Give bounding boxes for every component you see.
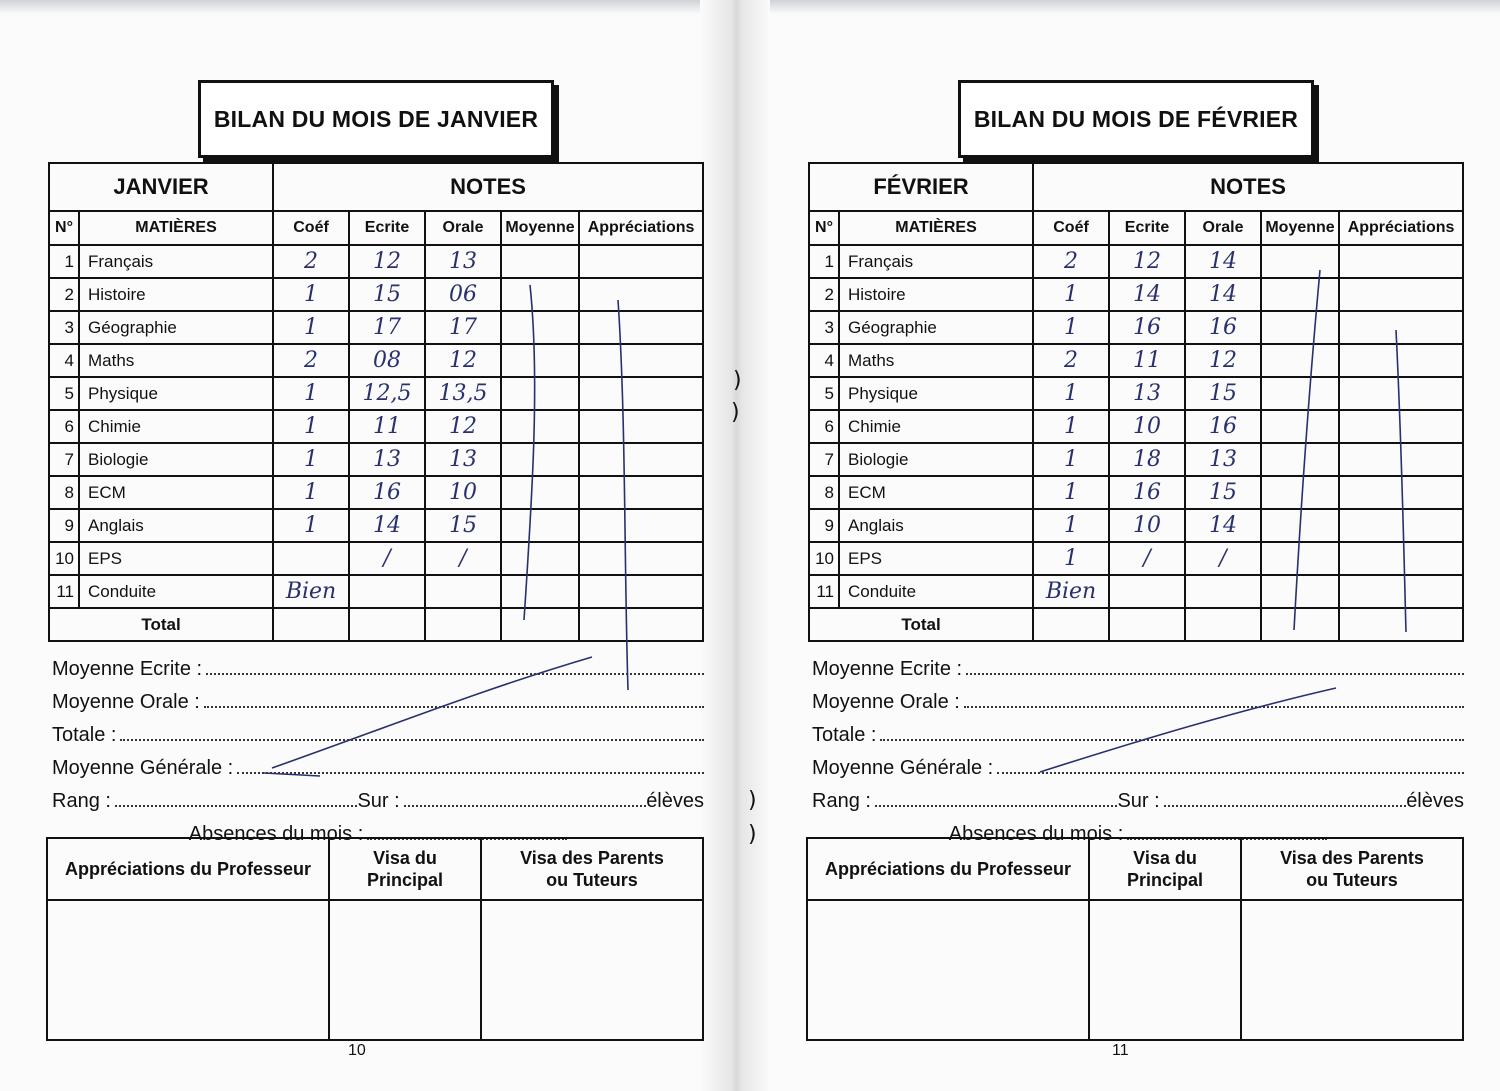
parents-header-line2: ou Tuteurs [546, 870, 638, 890]
orale-value[interactable]: 16 [1185, 410, 1261, 443]
principal-header [329, 838, 481, 900]
totale-field[interactable] [120, 739, 704, 741]
parents-header-line1: Visa des Parents [520, 848, 664, 868]
notes-header: NOTES [273, 163, 703, 211]
coef-value[interactable]: 1 [1033, 377, 1109, 410]
moyenne-cell[interactable] [501, 410, 579, 443]
sur-field[interactable] [1164, 805, 1407, 807]
ecrite-value[interactable]: 13 [349, 443, 425, 476]
moyenne-cell[interactable] [501, 443, 579, 476]
subject-name: Géographie [839, 311, 1033, 344]
ecrite-value[interactable]: 08 [349, 344, 425, 377]
appreciation-cell[interactable] [579, 476, 703, 509]
parents-header-line1: Visa des Parents [1280, 848, 1424, 868]
subject-name: Chimie [79, 410, 273, 443]
page-number: 10 [348, 1042, 366, 1059]
subject-name: Français [839, 245, 1033, 278]
appreciation-cell[interactable] [1339, 443, 1463, 476]
moyenne-cell[interactable] [1261, 278, 1339, 311]
ecrite-value[interactable]: 18 [1109, 443, 1185, 476]
parents-header-line2: ou Tuteurs [1306, 870, 1398, 890]
total-row [809, 608, 1463, 641]
grades-table [808, 162, 1464, 642]
coef-value[interactable]: Bien [1033, 575, 1109, 608]
moyenne-cell[interactable] [501, 311, 579, 344]
subject-name: Français [79, 245, 273, 278]
subject-name: Histoire [79, 278, 273, 311]
ecrite-value[interactable]: 10 [1109, 410, 1185, 443]
coef-value[interactable]: 1 [273, 509, 349, 542]
appreciation-cell[interactable] [579, 245, 703, 278]
moyenne-cell[interactable] [1261, 575, 1339, 608]
coef-value[interactable]: Bien [273, 575, 349, 608]
col-num: N° [49, 211, 79, 245]
ecrite-value[interactable]: 16 [349, 476, 425, 509]
orale-value[interactable]: 13,5 [425, 377, 501, 410]
orale-value[interactable]: 14 [1185, 278, 1261, 311]
professeur-box[interactable] [807, 900, 1089, 1040]
appreciation-cell[interactable] [1339, 377, 1463, 410]
orale-value[interactable]: 06 [425, 278, 501, 311]
appreciation-cell[interactable] [579, 542, 703, 575]
coef-value[interactable]: 1 [273, 278, 349, 311]
visa-table [806, 837, 1464, 1041]
grade-row [809, 410, 1463, 443]
orale-value[interactable]: 10 [425, 476, 501, 509]
moyenne-cell[interactable] [1261, 377, 1339, 410]
subject-name: EPS [839, 542, 1033, 575]
appreciation-cell[interactable] [579, 410, 703, 443]
col-coef: Coéf [1033, 211, 1109, 245]
rang-label: Rang : [812, 790, 871, 812]
moyenne-cell[interactable] [1261, 311, 1339, 344]
moyenne-cell[interactable] [1261, 410, 1339, 443]
moyenne-orale-field[interactable] [964, 706, 1464, 708]
professeur-box[interactable] [47, 900, 329, 1040]
coef-value[interactable]: 1 [1033, 476, 1109, 509]
principal-header-line2: Principal [366, 870, 444, 890]
orale-value[interactable]: 12 [425, 344, 501, 377]
moyenne-cell[interactable] [1261, 443, 1339, 476]
moyenne-cell[interactable] [501, 278, 579, 311]
appreciation-cell[interactable] [1339, 245, 1463, 278]
moyenne-cell[interactable] [501, 575, 579, 608]
rang-field[interactable] [115, 805, 358, 807]
moyenne-generale-field[interactable] [237, 772, 704, 774]
professeur-header: Appréciations du Professeur [807, 838, 1089, 900]
professeur-header: Appréciations du Professeur [47, 838, 329, 900]
moyenne-ecrite-label: Moyenne Ecrite : [812, 658, 963, 680]
sur-field[interactable] [404, 805, 647, 807]
coef-value[interactable]: 1 [1033, 278, 1109, 311]
subject-name: Biologie [839, 443, 1033, 476]
col-orale: Orale [1185, 211, 1261, 245]
ecrite-value[interactable]: 11 [349, 410, 425, 443]
row-number: 9 [49, 509, 79, 542]
moyenne-cell[interactable] [501, 245, 579, 278]
subject-name: Maths [79, 344, 273, 377]
ecrite-value[interactable]: 15 [349, 278, 425, 311]
page-title: BILAN DU MOIS DE FÉVRIER [958, 80, 1314, 158]
moyenne-generale-field[interactable] [997, 772, 1464, 774]
principal-header-line1: Visa du [1133, 848, 1197, 868]
appreciation-cell[interactable] [1339, 509, 1463, 542]
row-number: 9 [809, 509, 839, 542]
coef-value[interactable]: 1 [1033, 443, 1109, 476]
principal-header-line2: Principal [1126, 870, 1204, 890]
grades-table [48, 162, 704, 642]
summary-lines [52, 648, 704, 846]
sur-label: Sur : [1117, 790, 1160, 812]
ecrite-value[interactable]: 13 [1109, 377, 1185, 410]
appreciation-cell[interactable] [579, 575, 703, 608]
orale-value[interactable]: 13 [425, 443, 501, 476]
orale-value[interactable]: 15 [1185, 476, 1261, 509]
page-janvier [0, 0, 720, 1091]
page-title: BILAN DU MOIS DE JANVIER [198, 80, 554, 158]
row-number: 10 [49, 542, 79, 575]
coef-value[interactable]: 2 [1033, 344, 1109, 377]
grade-row [49, 245, 703, 278]
ecrite-value[interactable]: 16 [1109, 476, 1185, 509]
grade-row [49, 278, 703, 311]
row-number: 7 [49, 443, 79, 476]
subject-name: Anglais [839, 509, 1033, 542]
orale-value[interactable]: 16 [1185, 311, 1261, 344]
grade-row [49, 476, 703, 509]
appreciation-cell[interactable] [579, 443, 703, 476]
totale-label: Totale : [52, 724, 117, 746]
absences-label: Absences du mois : [948, 823, 1124, 845]
subject-name: Biologie [79, 443, 273, 476]
moyenne-ecrite-field[interactable] [966, 673, 1464, 675]
appreciation-cell[interactable] [579, 509, 703, 542]
visa-table [46, 837, 704, 1041]
principal-box[interactable] [1089, 900, 1241, 1040]
grade-row [809, 575, 1463, 608]
moyenne-cell[interactable] [501, 344, 579, 377]
coef-value[interactable]: 2 [1033, 245, 1109, 278]
moyenne-cell[interactable] [501, 509, 579, 542]
coef-value[interactable]: 1 [273, 377, 349, 410]
col-ecrite: Ecrite [349, 211, 425, 245]
orale-value[interactable]: 14 [1185, 509, 1261, 542]
total-label: Total [809, 608, 1033, 641]
moyenne-ecrite-field[interactable] [206, 673, 704, 675]
principal-box[interactable] [329, 900, 481, 1040]
coef-value[interactable]: 2 [273, 344, 349, 377]
subject-name: Anglais [79, 509, 273, 542]
grade-row [809, 377, 1463, 410]
col-coef: Coéf [273, 211, 349, 245]
col-orale: Orale [425, 211, 501, 245]
coef-value[interactable]: 1 [273, 410, 349, 443]
grade-row [809, 278, 1463, 311]
grade-row [809, 311, 1463, 344]
parents-header [1241, 838, 1463, 900]
coef-value[interactable]: 1 [273, 311, 349, 344]
orale-value[interactable]: 12 [425, 410, 501, 443]
row-number: 7 [809, 443, 839, 476]
grade-row [809, 245, 1463, 278]
coef-value[interactable]: 2 [273, 245, 349, 278]
appreciation-cell[interactable] [1339, 278, 1463, 311]
col-num: N° [809, 211, 839, 245]
row-number: 3 [809, 311, 839, 344]
appreciation-cell[interactable] [579, 377, 703, 410]
principal-header-line1: Visa du [373, 848, 437, 868]
grade-row [809, 344, 1463, 377]
ecrite-value[interactable]: / [1109, 542, 1185, 575]
row-number: 11 [49, 575, 79, 608]
orale-value[interactable]: 13 [1185, 443, 1261, 476]
row-number: 2 [809, 278, 839, 311]
ecrite-value[interactable]: 16 [1109, 311, 1185, 344]
ecrite-value[interactable]: 10 [1109, 509, 1185, 542]
orale-value[interactable]: 14 [1185, 245, 1261, 278]
row-number: 5 [49, 377, 79, 410]
moyenne-cell[interactable] [1261, 476, 1339, 509]
ecrite-value[interactable] [1109, 575, 1185, 608]
appreciation-cell[interactable] [1339, 476, 1463, 509]
ecrite-value[interactable]: 14 [349, 509, 425, 542]
staple-mark: ) [748, 788, 757, 813]
moyenne-cell[interactable] [1261, 509, 1339, 542]
month-header: FÉVRIER [809, 163, 1033, 211]
moyenne-cell[interactable] [1261, 245, 1339, 278]
row-number: 4 [49, 344, 79, 377]
column-headers [809, 211, 1463, 245]
coef-value[interactable]: 1 [273, 476, 349, 509]
ecrite-value[interactable]: 12 [349, 245, 425, 278]
parents-box[interactable] [481, 900, 703, 1040]
subject-name: Physique [839, 377, 1033, 410]
orale-value[interactable]: 13 [425, 245, 501, 278]
appreciation-cell[interactable] [1339, 575, 1463, 608]
row-number: 4 [809, 344, 839, 377]
coef-value[interactable]: 1 [1033, 509, 1109, 542]
subject-name: ECM [839, 476, 1033, 509]
row-number: 6 [49, 410, 79, 443]
staple-mark: ) [731, 400, 740, 425]
grade-row [49, 344, 703, 377]
row-number: 10 [809, 542, 839, 575]
subject-name: Maths [839, 344, 1033, 377]
orale-value[interactable]: 15 [425, 509, 501, 542]
row-number: 2 [49, 278, 79, 311]
grade-row [809, 509, 1463, 542]
row-number: 1 [809, 245, 839, 278]
appreciation-cell[interactable] [579, 311, 703, 344]
eleves-label: élèves [646, 790, 704, 812]
subject-name: Chimie [839, 410, 1033, 443]
coef-value[interactable]: 1 [273, 443, 349, 476]
moyenne-orale-field[interactable] [204, 706, 704, 708]
col-appreciations: Appréciations [1339, 211, 1463, 245]
row-number: 5 [809, 377, 839, 410]
moyenne-cell[interactable] [501, 542, 579, 575]
moyenne-ecrite-label: Moyenne Ecrite : [52, 658, 203, 680]
subject-name: ECM [79, 476, 273, 509]
ecrite-value[interactable]: 12 [1109, 245, 1185, 278]
row-number: 11 [809, 575, 839, 608]
page-number: 11 [1112, 1042, 1129, 1059]
row-number: 8 [809, 476, 839, 509]
coef-value[interactable] [273, 542, 349, 575]
ecrite-value[interactable]: / [349, 542, 425, 575]
ecrite-value[interactable]: 14 [1109, 278, 1185, 311]
orale-value[interactable]: 15 [1185, 377, 1261, 410]
subject-name: Conduite [839, 575, 1033, 608]
col-ecrite: Ecrite [1109, 211, 1185, 245]
orale-value[interactable]: 17 [425, 311, 501, 344]
moyenne-cell[interactable] [501, 377, 579, 410]
appreciation-cell[interactable] [579, 278, 703, 311]
coef-value[interactable]: 1 [1033, 542, 1109, 575]
grade-row [809, 542, 1463, 575]
notes-header: NOTES [1033, 163, 1463, 211]
orale-value[interactable] [425, 575, 501, 608]
month-header: JANVIER [49, 163, 273, 211]
grade-row [49, 575, 703, 608]
ecrite-value[interactable]: 12,5 [349, 377, 425, 410]
grade-row [49, 443, 703, 476]
appreciation-cell[interactable] [579, 344, 703, 377]
ecrite-value[interactable] [349, 575, 425, 608]
grade-row [49, 410, 703, 443]
subject-name: Conduite [79, 575, 273, 608]
total-label: Total [49, 608, 273, 641]
col-moyenne: Moyenne [501, 211, 579, 245]
grade-row [809, 443, 1463, 476]
row-number: 3 [49, 311, 79, 344]
rang-field[interactable] [875, 805, 1118, 807]
row-number: 8 [49, 476, 79, 509]
summary-lines [812, 648, 1464, 846]
moyenne-generale-label: Moyenne Générale : [812, 757, 994, 779]
totale-label: Totale : [812, 724, 877, 746]
total-row [49, 608, 703, 641]
moyenne-generale-label: Moyenne Générale : [52, 757, 234, 779]
staple-mark: ) [733, 368, 742, 393]
coef-value[interactable]: 1 [1033, 311, 1109, 344]
grade-row [809, 476, 1463, 509]
absences-label: Absences du mois : [188, 823, 364, 845]
column-headers [49, 211, 703, 245]
orale-value[interactable]: 12 [1185, 344, 1261, 377]
col-appreciations: Appréciations [579, 211, 703, 245]
subject-name: EPS [79, 542, 273, 575]
grade-row [49, 311, 703, 344]
col-moyenne: Moyenne [1261, 211, 1339, 245]
orale-value[interactable]: / [1185, 542, 1261, 575]
ecrite-value[interactable]: 11 [1109, 344, 1185, 377]
subject-name: Géographie [79, 311, 273, 344]
staple-mark: ) [748, 822, 757, 847]
rang-label: Rang : [52, 790, 111, 812]
subject-name: Physique [79, 377, 273, 410]
moyenne-cell[interactable] [1261, 542, 1339, 575]
appreciation-cell[interactable] [1339, 311, 1463, 344]
ecrite-value[interactable]: 17 [349, 311, 425, 344]
grade-row [49, 377, 703, 410]
moyenne-cell[interactable] [1261, 344, 1339, 377]
col-subject: MATIÈRES [839, 211, 1033, 245]
subject-name: Histoire [839, 278, 1033, 311]
appreciation-cell[interactable] [1339, 410, 1463, 443]
orale-value[interactable] [1185, 575, 1261, 608]
col-subject: MATIÈRES [79, 211, 273, 245]
coef-value[interactable]: 1 [1033, 410, 1109, 443]
page-fevrier [760, 0, 1480, 1091]
eleves-label: élèves [1406, 790, 1464, 812]
parents-header [481, 838, 703, 900]
totale-field[interactable] [880, 739, 1464, 741]
principal-header [1089, 838, 1241, 900]
appreciation-cell[interactable] [1339, 344, 1463, 377]
orale-value[interactable]: / [425, 542, 501, 575]
row-number: 1 [49, 245, 79, 278]
sur-label: Sur : [357, 790, 400, 812]
row-number: 6 [809, 410, 839, 443]
moyenne-orale-label: Moyenne Orale : [812, 691, 960, 713]
moyenne-orale-label: Moyenne Orale : [52, 691, 200, 713]
parents-box[interactable] [1241, 900, 1463, 1040]
moyenne-cell[interactable] [501, 476, 579, 509]
grade-row [49, 542, 703, 575]
grade-row [49, 509, 703, 542]
appreciation-cell[interactable] [1339, 542, 1463, 575]
